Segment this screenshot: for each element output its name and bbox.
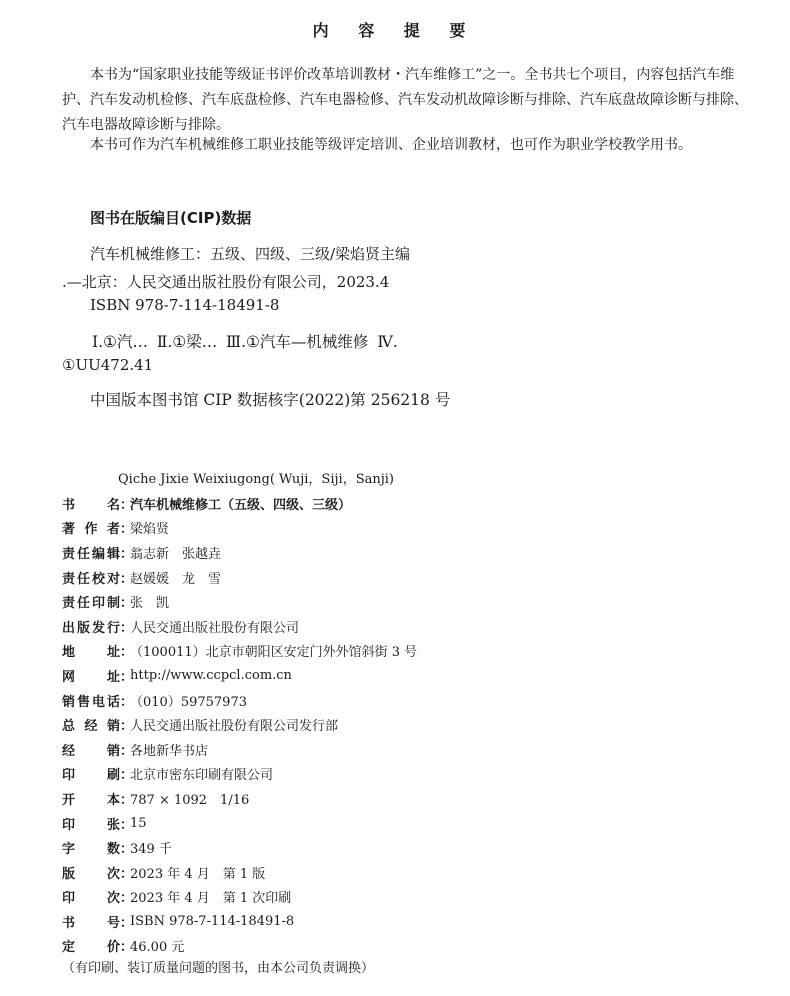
colophon-label-char: 电 xyxy=(91,694,105,710)
colophon-row-value: 梁焰贤 xyxy=(130,522,170,538)
colophon-label-char: 责 xyxy=(62,571,76,587)
colophon-label-char: 编 xyxy=(91,546,105,562)
colophon-row xyxy=(62,491,762,516)
summary-paragraph-1: 本书为“国家职业技能等级证书评价改革培训教材・汽车维修工”之一。全书共七个项目，内容包括汽车维护、汽车发动机检修、汽车底盘检修、汽车电器检修、汽车发动机故障诊断与排除、汽车底盘故障诊断与排除、汽车电器故障诊断与排除。 xyxy=(62,67,748,133)
colophon-label-char: 销 xyxy=(106,743,120,759)
colophon-row-colon: ： xyxy=(120,645,134,661)
colophon-row xyxy=(62,811,762,836)
colophon-row-value: 787 × 1092 1/16 xyxy=(130,792,250,808)
colophon-label-char: 售 xyxy=(76,694,90,710)
colophon-row-label xyxy=(62,936,120,955)
colophon-row-value: 汽车机械维修工（五级、四级、三级） xyxy=(130,497,352,513)
colophon-row-label xyxy=(62,740,120,759)
colophon-row xyxy=(62,639,762,664)
colophon-row xyxy=(62,540,762,565)
colophon-row xyxy=(62,663,762,688)
colophon-label-char: 印 xyxy=(62,891,76,907)
colophon-row-colon: ： xyxy=(120,940,134,956)
colophon-label-char: 印 xyxy=(62,768,76,784)
colophon-row-value: ISBN 978-7-114-18491-8 xyxy=(130,913,295,929)
colophon-row-label xyxy=(62,641,120,660)
colophon-row-value: http://www.ccpcl.com.cn xyxy=(130,667,292,683)
colophon-label-char: 责 xyxy=(62,596,76,612)
colophon-row-colon: ： xyxy=(120,620,134,636)
colophon-row-label xyxy=(62,838,120,857)
colophon-label-char: 辑 xyxy=(106,546,120,562)
colophon-label-char: 定 xyxy=(62,940,76,956)
colophon-row-value: 2023 年 4 月 第 1 版 xyxy=(130,866,266,882)
colophon-label-char: 网 xyxy=(62,669,76,685)
colophon-label-char: 责 xyxy=(62,546,76,562)
colophon-row-label xyxy=(62,494,120,513)
colophon-row-value: 2023 年 4 月 第 1 次印刷 xyxy=(130,891,292,907)
colophon-row-value: 人民交通出版社股份有限公司 xyxy=(130,620,300,636)
cip-isbn: ISBN 978-7-114-18491-8 xyxy=(90,296,280,314)
colophon-row xyxy=(62,860,762,885)
colophon-row xyxy=(62,909,762,934)
colophon-row-colon: ： xyxy=(120,719,134,735)
colophon-row-label xyxy=(62,863,120,882)
cip-line-1: 汽车机械维修工：五级、四级、三级/梁焰贤主编 xyxy=(90,245,411,263)
colophon-row-colon: ： xyxy=(120,792,134,808)
colophon-row-colon: ： xyxy=(120,817,134,833)
colophon-label-char: 印 xyxy=(62,817,76,833)
colophon-row-value: 张 凯 xyxy=(130,596,170,612)
colophon-row-label xyxy=(62,617,120,636)
colophon-row-colon: ： xyxy=(120,743,134,759)
colophon-label-char: 话 xyxy=(106,694,120,710)
colophon-row-label xyxy=(62,764,120,783)
colophon-row-value: 46.00 元 xyxy=(130,940,185,956)
colophon-label-char: 次 xyxy=(106,866,120,882)
colophon-row-label xyxy=(62,666,120,685)
colophon-label-char: 价 xyxy=(106,940,120,956)
colophon-label-char: 刷 xyxy=(106,768,120,784)
colophon-row-value: 人民交通出版社股份有限公司发行部 xyxy=(130,719,339,735)
colophon-row-label xyxy=(62,543,120,562)
colophon-row-label xyxy=(62,691,120,710)
colophon-row-label xyxy=(62,715,120,734)
colophon-label-char: 任 xyxy=(76,596,90,612)
colophon-row-label xyxy=(62,814,120,833)
summary-paragraph-2: 本书可作为汽车机械维修工职业技能等级评定培训、企业培训教材，也可作为职业学校教学用书。 xyxy=(90,137,692,153)
colophon-label-char: 任 xyxy=(76,546,90,562)
colophon-row-colon: ： xyxy=(120,522,134,538)
colophon-row xyxy=(62,737,762,762)
colophon-row-colon: ： xyxy=(120,596,134,612)
colophon-row-value: 翁志新 张越垚 xyxy=(130,546,222,562)
colophon-row xyxy=(62,934,762,959)
colophon-label-char: 出 xyxy=(62,620,76,636)
colophon-row xyxy=(62,712,762,737)
colophon-label-char: 发 xyxy=(91,620,105,636)
colophon-row xyxy=(62,589,762,614)
colophon-label-char: 制 xyxy=(106,596,120,612)
colophon-label-char: 者 xyxy=(106,522,120,538)
colophon-label-char: 本 xyxy=(106,792,120,808)
colophon-row xyxy=(62,786,762,811)
colophon-row-label xyxy=(62,592,120,611)
colophon-label-char: 开 xyxy=(62,792,76,808)
colophon-row-value: 15 xyxy=(130,815,147,831)
colophon-footnote: （有印刷、装订质量问题的图书，由本公司负责调换） xyxy=(62,961,375,976)
colophon-label-char: 版 xyxy=(76,620,90,636)
colophon-label-char: 销 xyxy=(106,719,120,735)
colophon-row-value: 北京市密东印刷有限公司 xyxy=(130,768,274,784)
colophon-row xyxy=(62,516,762,541)
colophon-table xyxy=(62,491,762,958)
colophon-row-colon: ： xyxy=(120,915,134,931)
colophon-row-value: 349 千 xyxy=(130,842,172,858)
colophon-label-char: 总 xyxy=(62,719,76,735)
colophon-row-label xyxy=(62,887,120,906)
colophon-label-char: 字 xyxy=(62,842,76,858)
colophon-row-colon: ： xyxy=(120,669,134,685)
cip-record-number: 中国版本图书馆 CIP 数据核字(2022)第 256218 号 xyxy=(90,391,451,409)
colophon-label-char: 任 xyxy=(76,571,90,587)
cip-title: 图书在版编目(CIP)数据 xyxy=(90,209,252,227)
colophon-row-colon: ： xyxy=(120,694,134,710)
colophon-label-char: 数 xyxy=(106,842,120,858)
colophon-row xyxy=(62,762,762,787)
colophon-row-colon: ： xyxy=(120,842,134,858)
colophon-row-label xyxy=(62,912,120,931)
colophon-label-char: 印 xyxy=(91,596,105,612)
colophon-label-char: 次 xyxy=(106,891,120,907)
cip-classification-number: ①UU472.41 xyxy=(62,356,154,374)
colophon-row xyxy=(62,688,762,713)
colophon-label-char: 号 xyxy=(106,915,120,931)
colophon-label-char: 行 xyxy=(106,620,120,636)
colophon-row xyxy=(62,835,762,860)
colophon-label-char: 张 xyxy=(106,817,120,833)
colophon-row-value: 赵媛媛 龙 雪 xyxy=(130,571,222,587)
colophon-row-colon: ： xyxy=(120,546,134,562)
cip-line-2: .—北京：人民交通出版社股份有限公司，2023.4 xyxy=(62,273,390,291)
colophon-row-colon: ： xyxy=(120,768,134,784)
colophon-row-value: （010）59757973 xyxy=(130,694,247,710)
colophon-row xyxy=(62,565,762,590)
colophon-label-char: 址 xyxy=(106,669,120,685)
colophon-label-char: 版 xyxy=(62,866,76,882)
colophon-row-colon: ： xyxy=(120,866,134,882)
colophon-row-label xyxy=(62,518,120,537)
colophon-row xyxy=(62,885,762,910)
colophon-label-char: 书 xyxy=(62,915,76,931)
colophon-label-char: 作 xyxy=(84,522,98,538)
colophon-row xyxy=(62,614,762,639)
colophon-row-value: 各地新华书店 xyxy=(130,743,209,759)
colophon-row-colon: ： xyxy=(120,497,134,513)
colophon-row-colon: ： xyxy=(120,571,134,587)
colophon-row-label xyxy=(62,789,120,808)
pinyin-title: Qiche Jixie Weixiugong( Wuji，Siji，Sanji) xyxy=(118,472,394,487)
colophon-label-char: 名 xyxy=(106,497,120,513)
summary-heading: 内 容 提 要 xyxy=(312,21,478,40)
colophon-row-label xyxy=(62,568,120,587)
colophon-label-char: 著 xyxy=(62,522,76,538)
colophon-label-char: 销 xyxy=(62,694,76,710)
colophon-label-char: 地 xyxy=(62,645,76,661)
colophon-label-char: 对 xyxy=(106,571,120,587)
colophon-row-value: （100011）北京市朝阳区安定门外外馆斜街 3 号 xyxy=(130,645,418,661)
cip-classification: Ⅰ.①汽… Ⅱ.①梁… Ⅲ.①汽车—机械维修 Ⅳ. xyxy=(92,333,398,351)
colophon-label-char: 址 xyxy=(106,645,120,661)
colophon-row-colon: ： xyxy=(120,891,134,907)
colophon-label-char: 校 xyxy=(91,571,105,587)
colophon-label-char: 经 xyxy=(62,743,76,759)
colophon-label-char: 经 xyxy=(84,719,98,735)
colophon-label-char: 书 xyxy=(62,497,76,513)
